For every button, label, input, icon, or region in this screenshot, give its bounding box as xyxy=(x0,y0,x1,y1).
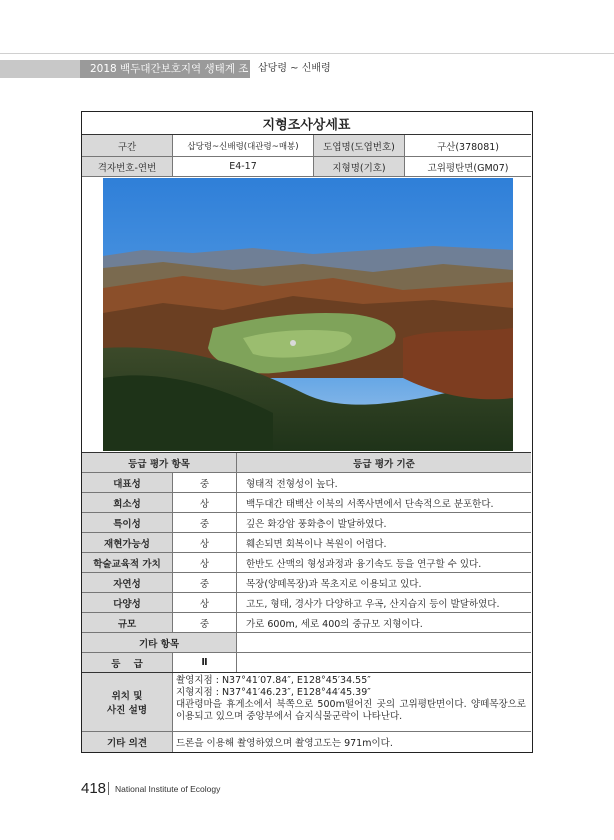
section-label: 구간 xyxy=(82,135,172,156)
location-label-line1: 위치 및 xyxy=(111,691,143,702)
header-band xyxy=(0,60,80,78)
evaluation-criteria-header: 등급 평가 기준 xyxy=(237,453,531,472)
criteria-text: 깊은 화강암 풍화층이 발달하였다. xyxy=(246,518,387,530)
page-number: 418 xyxy=(81,780,107,797)
location-label xyxy=(82,673,172,731)
section-value: 삽당령~신배령(대관령~매봉) xyxy=(187,141,299,152)
item-label: 기타 항목 xyxy=(82,633,236,652)
item-label: 자연성 xyxy=(82,573,172,592)
item-label: 학술교육적 가치 xyxy=(82,553,172,572)
map-name-label: 도엽명(도엽번호) xyxy=(314,135,404,156)
other-value: 드론을 이용해 촬영하였으며 촬영고도는 971m이다. xyxy=(176,738,393,749)
grade-value: 상 xyxy=(199,538,210,550)
criteria-text: 목장(양떼목장)과 목초지로 이용되고 있다. xyxy=(246,578,422,590)
other-label: 기타 의견 xyxy=(82,732,172,752)
landform-value: 고위평탄면(GM07) xyxy=(427,162,509,174)
item-label: 특이성 xyxy=(82,513,172,532)
item-label: 희소성 xyxy=(82,493,172,512)
section-title: 삽당령 ~ 신배령 xyxy=(258,63,331,74)
map-name-value: 구산(378081) xyxy=(436,141,500,153)
grade-value: Ⅱ xyxy=(201,657,208,668)
location-label-line2: 사진 설명 xyxy=(106,705,147,716)
aerial-landscape-photo-icon xyxy=(103,178,513,451)
sheet-title: 지형조사상세표 xyxy=(262,117,351,133)
grid-label: 격자번호-연번 xyxy=(82,157,172,176)
criteria-text xyxy=(237,633,531,652)
grade-value: 중 xyxy=(199,478,210,490)
description-line: 이용되고 있으며 중앙부에서 습지식물군락이 나타난다. xyxy=(176,711,403,722)
criteria-text: 형태적 전형성이 높다. xyxy=(246,478,338,490)
grade-value: 중 xyxy=(199,578,210,590)
grade-value: 상 xyxy=(199,558,210,570)
landform-point: 지형지점 : N37°41′46.23″, E128°44′45.39″ xyxy=(176,687,371,698)
footer-divider xyxy=(108,782,109,795)
item-label: 대표성 xyxy=(82,473,172,492)
criteria-text: 백두대간 태백산 이북의 서쪽사면에서 단속적으로 분포한다. xyxy=(246,498,494,510)
criteria-text: 훼손되면 회복이나 복원이 어렵다. xyxy=(246,538,387,550)
grade-value: 상 xyxy=(199,598,210,610)
criteria-text: 한반도 산맥의 형성과정과 융기속도 등을 연구할 수 있다. xyxy=(246,558,482,570)
grade-value: 상 xyxy=(199,498,210,510)
grade-value: 중 xyxy=(199,618,210,630)
item-label: 등 급 xyxy=(82,653,172,672)
criteria-text xyxy=(237,653,531,672)
evaluation-item-header: 등급 평가 항목 xyxy=(82,453,236,472)
shooting-point: 촬영지점 : N37°41′07.84″, E128°45′34.55″ xyxy=(176,675,371,686)
landform-photo xyxy=(103,178,513,451)
book-title: 2018 백두대간보호지역 생태계 조사 xyxy=(80,60,250,78)
grid-value: E4-17 xyxy=(229,161,257,172)
item-label: 다양성 xyxy=(82,593,172,612)
header-rule xyxy=(0,53,614,54)
description-line: 대관령마을 휴게소에서 북쪽으로 500m떨어진 곳의 고위평탄면이다. 양떼목장으로 xyxy=(176,699,526,710)
grade-value: 중 xyxy=(199,518,210,530)
publisher-name: National Institute of Ecology xyxy=(115,784,221,794)
criteria-text: 고도, 형태, 경사가 다양하고 우곡, 산지습지 등이 발달하였다. xyxy=(246,598,500,610)
survey-sheet xyxy=(81,111,533,753)
item-label: 재현가능성 xyxy=(82,533,172,552)
landform-label: 지형명(기호) xyxy=(314,157,404,176)
criteria-text: 가로 600m, 세로 400의 중규모 지형이다. xyxy=(246,618,423,630)
item-label: 규모 xyxy=(82,613,172,632)
location-description xyxy=(176,674,526,730)
